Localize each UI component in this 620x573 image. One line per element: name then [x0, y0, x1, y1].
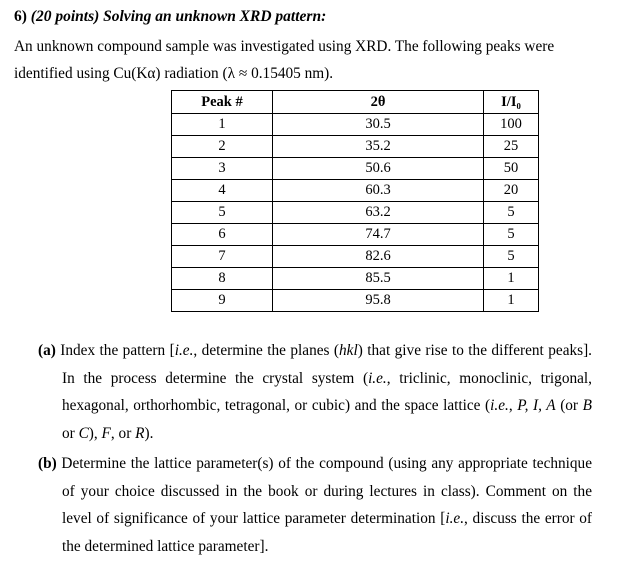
- table-row: [172, 114, 539, 136]
- part-b-text: Determine the lattice parameter(s) of the compound (using any appropriate technique of your choice discussed in the book or during lectures in class). Comment on the level of significance of your lattice parameter determination [: [56, 455, 592, 527]
- part-a-text: or: [62, 424, 79, 442]
- cell-two-theta: 50.6: [273, 158, 484, 180]
- part-a-emph: i.e.: [174, 342, 194, 359]
- table-row: [172, 136, 539, 158]
- cell-two-theta: 85.5: [273, 268, 484, 290]
- cell-peak: 5: [172, 202, 273, 224]
- problem-intro: [14, 33, 604, 87]
- table-row: [172, 158, 539, 180]
- part-a-text: (or: [555, 397, 583, 414]
- col-header-peak: Peak #: [172, 91, 273, 114]
- problem-title: (20 points) Solving an unknown XRD pattern:: [30, 8, 327, 25]
- table-row: [172, 180, 539, 202]
- part-a-text: ) that give rise to the different peaks]. In the process determine the crystal system (: [62, 342, 592, 387]
- cell-intensity: 1: [484, 268, 539, 290]
- cell-peak: 3: [172, 158, 273, 180]
- cell-two-theta: 60.3: [273, 180, 484, 202]
- part-a-emph: hkl: [339, 342, 358, 359]
- cell-intensity: 100: [484, 114, 539, 136]
- cell-intensity: 25: [484, 136, 539, 158]
- part-a-emph: R: [135, 424, 145, 442]
- part-a-text: ,: [508, 397, 518, 414]
- problem-number: 6): [14, 8, 27, 25]
- part-b-text: , discuss the error of the determined lattice parameter].: [62, 510, 593, 555]
- cell-intensity: 5: [484, 202, 539, 224]
- part-a-text: Index the pattern [: [55, 342, 175, 359]
- table-header-row: [172, 91, 539, 114]
- table-row: [172, 202, 539, 224]
- table-row: [172, 246, 539, 268]
- cell-peak: 1: [172, 114, 273, 136]
- part-a-text: , or: [110, 424, 136, 442]
- part-a-text: ).: [144, 424, 154, 442]
- cell-peak: 6: [172, 224, 273, 246]
- cell-intensity: 1: [484, 290, 539, 312]
- part-a-text: , triclinic, monoclinic, trigonal, hexagonal, orthorhombic, tetragonal, or cubic) and the space lattice (: [62, 369, 592, 414]
- part-b-emph: i.e.: [445, 510, 465, 527]
- part-a-question: [38, 337, 592, 447]
- cell-two-theta: 82.6: [273, 246, 484, 268]
- cell-intensity: 5: [484, 224, 539, 246]
- cell-peak: 4: [172, 180, 273, 202]
- cell-peak: 9: [172, 290, 273, 312]
- part-a-emph: B: [582, 397, 592, 414]
- cell-two-theta: 95.8: [273, 290, 484, 312]
- part-a-emph: F: [101, 424, 111, 442]
- table-row: [172, 224, 539, 246]
- part-a-text: ),: [88, 424, 102, 442]
- cell-two-theta: 35.2: [273, 136, 484, 158]
- cell-peak: 2: [172, 136, 273, 158]
- cell-intensity: 5: [484, 246, 539, 268]
- part-a-emph: i.e.: [368, 369, 387, 387]
- cell-peak: 8: [172, 268, 273, 290]
- cell-two-theta: 63.2: [273, 202, 484, 224]
- part-a-emph: C: [78, 424, 89, 442]
- xrd-peaks-table: [171, 90, 539, 312]
- part-a-emph: P, I, A: [517, 397, 556, 414]
- intro-line-2: identified using Cu(Kα) radiation (λ ≈ 0.15405 nm).: [14, 65, 334, 82]
- col-header-intensity: I/I₀: [484, 91, 539, 114]
- part-b-label: (b): [38, 455, 57, 472]
- problem-heading: [14, 8, 326, 26]
- part-a-emph: i.e.: [490, 397, 509, 414]
- cell-two-theta: 74.7: [273, 224, 484, 246]
- cell-peak: 7: [172, 246, 273, 268]
- cell-intensity: 50: [484, 158, 539, 180]
- part-b-question: [38, 450, 592, 560]
- part-a-text: , determine the planes (: [193, 342, 340, 359]
- table-row: [172, 268, 539, 290]
- intro-line-1: An unknown compound sample was investigated using XRD. The following peaks were: [14, 38, 555, 55]
- col-header-two-theta: 2θ: [273, 91, 484, 114]
- part-a-label: (a): [38, 342, 56, 359]
- table-row: [172, 290, 539, 312]
- cell-two-theta: 30.5: [273, 114, 484, 136]
- cell-intensity: 20: [484, 180, 539, 202]
